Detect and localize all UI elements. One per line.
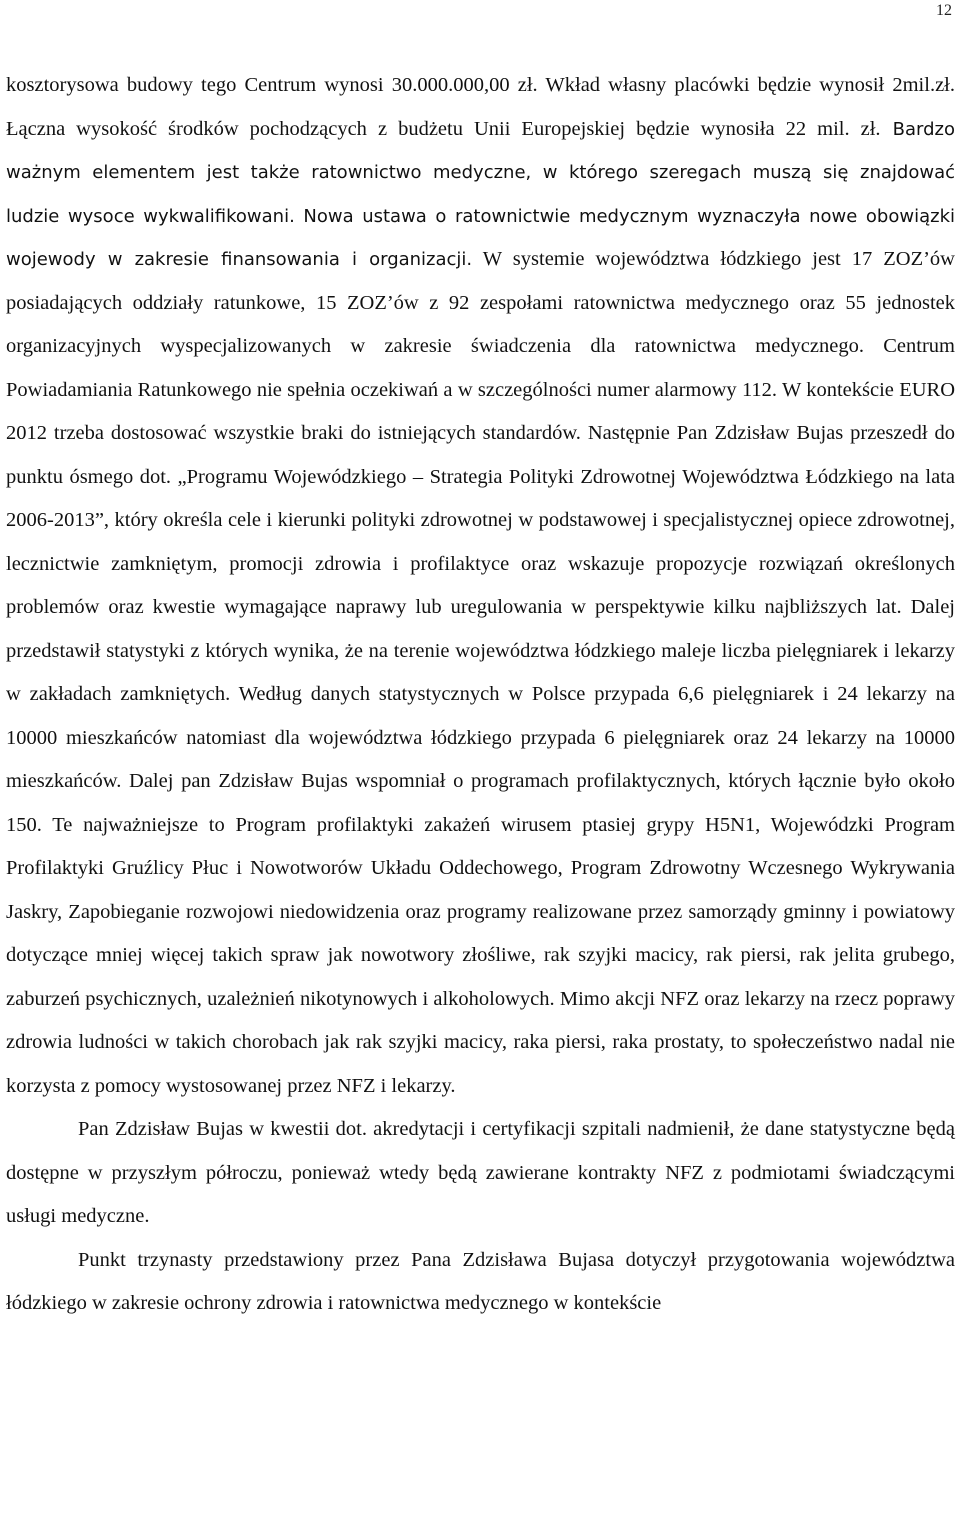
paragraph-text-segment: kosztorysowa budowy tego Centrum wynosi 30.000.000,00 zł. Wkład własny placówki będzie wynosił 2mil.zł. Łączna wysokość środków pochodzących z budżetu Unii Europejskiej będzie wynosiła 22 mil. zł. — [6, 74, 955, 140]
paragraph-text-segment: Bardzo ważnym elementem jest także ratownictwo medyczne, w którego szeregach muszą się znajdować ludzie wysoce wykwalifikowani. Nowa ustawa o ratownictwie medycznym wyznaczyła nowe obowiązki wojewody w zakresie finansowania i organizacji. — [6, 118, 955, 270]
document-body — [6, 64, 955, 1326]
paragraph-text-segment: W systemie województwa łódzkiego jest 17 ZOZ’ów posiadających oddziały ratunkowe, 15 ZOZ’ów z 92 zespołami ratownictwa medycznego oraz 55 jednostek organizacyjnych wyspecjalizowanych w zakresie świadczenia dla ratownictwa medycznego. Centrum Powiadamiania Ratunkowego nie spełnia oczekiwań a w szczególności numer alarmowy 112. W kontekście EURO 2012 trzeba dostosować wszystkie braki do istniejących standardów. Następnie Pan Zdzisław Bujas przeszedł do punktu ósmego dot. „Programu Wojewódzkiego – Strategia Polityki Zdrowotnej Województwa Łódzkiego na lata 2006-2013”, który określa cele i kierunki polityki zdrowotnej w podstawowej i specjalistycznej opiece zdrowotnej, lecznictwie zamkniętym, promocji zdrowia i profilaktyce oraz wskazuje propozycje rozwiązań określonych problemów oraz kwestie wymagające naprawy lub uregulowania w perspektywie kilku najbliższych lat. Dalej przedstawił statystyki z których wynika, że na terenie województwa łódzkiego maleje liczba pielęgniarek i lekarzy w zakładach zamkniętych. — [6, 248, 955, 705]
paragraph: Punkt trzynasty przedstawiony przez Pana Zdzisława Bujasa dotyczył przygotowania województwa łódzkiego w zakresie ochrony zdrowia i ratownictwa medycznego w kontekście — [6, 1248, 955, 1314]
paragraph-text-segment: Według danych statystycznych w Polsce przypada 6,6 pielęgniarek i 24 lekarzy na 10000 mieszkańców natomiast dla województwa łódzkiego przypada 6 pielęgniarek oraz 24 lekarzy na 10000 mieszkańców. Dalej pan Zdzisław Bujas wspomniał o programach profilaktycznych, których łącznie było około 150. Te najważniejsze to Program profilaktyki zakażeń wirusem ptasiej grypy H5N1, Wojewódzki Program Profilaktyki Gruźlicy Płuc i Nowotworów Układu Oddechowego, Program Zdrowotny Wczesnego Wykrywania Jaskry, Zapobieganie rozwojowi niedowidzenia oraz programy realizowane przez samorządy gminny i powiatowy dotyczące mniej więcej takich spraw jak nowotwory złośliwe, rak szyjki macicy, rak piersi, rak jelita grubego, zaburzeń psychicznych, uzależnień nikotynowych i alkoholowych. Mimo akcji NFZ oraz lekarzy na rzecz poprawy zdrowia ludności w takich chorobach jak rak szyjki macicy, raka piersi, raka prostaty, to społeczeństwo nadal nie korzysta z pomocy wystosowanej przez NFZ i lekarzy. — [6, 683, 955, 1097]
paragraph — [6, 64, 955, 1108]
page-number: 12 — [936, 2, 952, 19]
paragraph: Pan Zdzisław Bujas w kwestii dot. akredytacji i certyfikacji szpitali nadmienił, że dane statystyczne będą dostępne w przyszłym półroczu, ponieważ wtedy będą zawierane kontrakty NFZ z podmiotami świadczącymi usługi medyczne. — [6, 1118, 955, 1227]
